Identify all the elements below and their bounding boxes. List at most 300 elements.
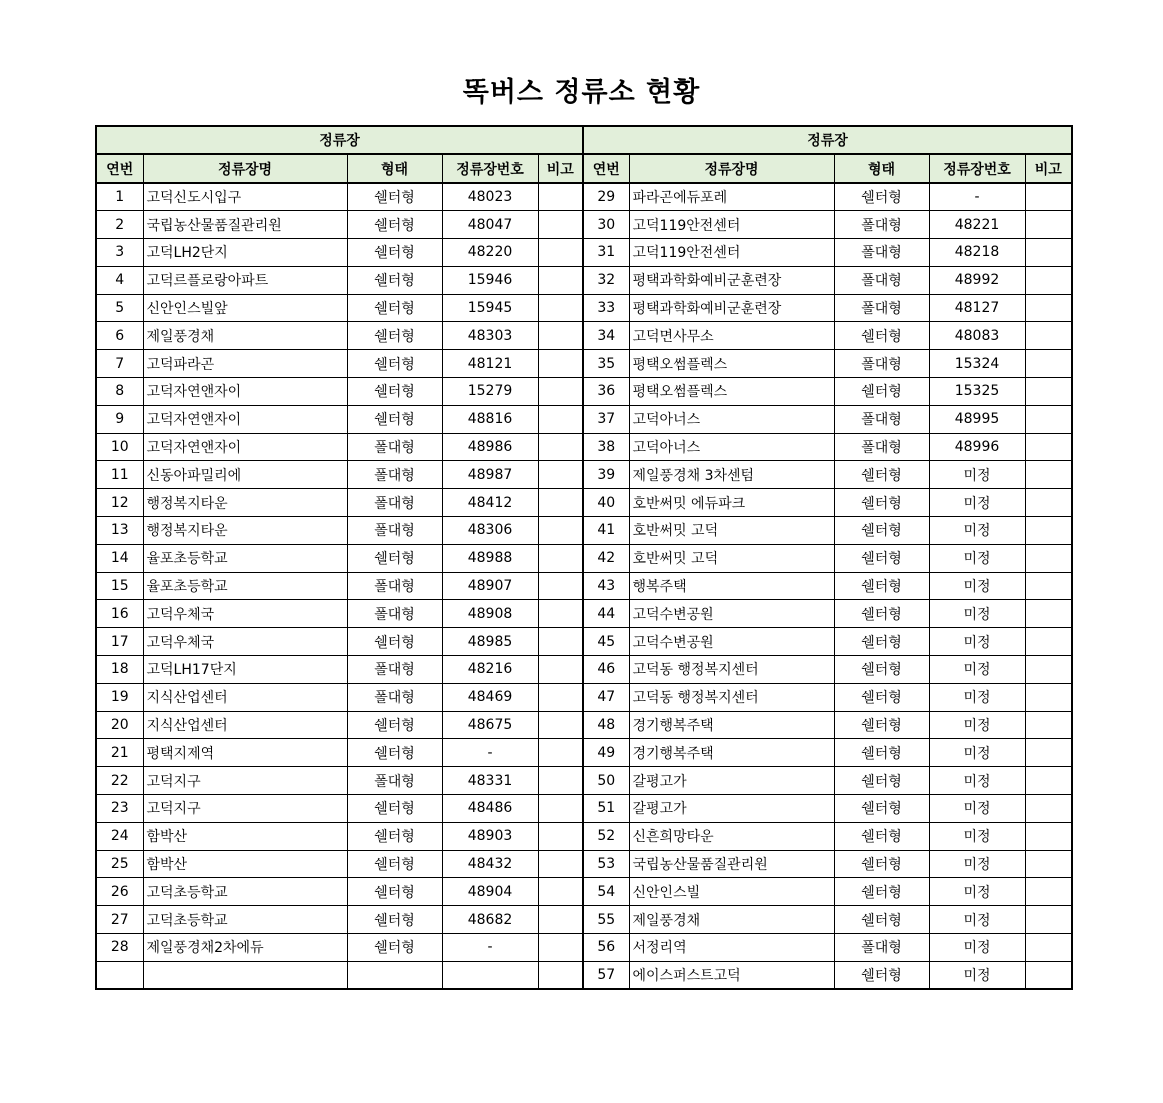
- right-cell-stop-name: 제일풍경채 3차센텀: [629, 461, 834, 489]
- right-cell-note: [1025, 906, 1072, 934]
- right-cell-note: [1025, 711, 1072, 739]
- right-cell-stop-name: 평택오썸플렉스: [629, 378, 834, 406]
- left-cell-stop-code: 15279: [442, 378, 538, 406]
- right-cell-no: 42: [583, 544, 629, 572]
- left-cell-stop-name: 율포초등학교: [143, 572, 347, 600]
- right-cell-stop-code: 미정: [929, 517, 1025, 545]
- right-cell-type: 쉘터형: [834, 850, 929, 878]
- right-cell-stop-name: 고덕동 행정복지센터: [629, 656, 834, 684]
- right-cell-no: 37: [583, 405, 629, 433]
- right-cell-note: [1025, 850, 1072, 878]
- left-cell-type: 쉘터형: [347, 405, 442, 433]
- left-cell-no: 26: [96, 878, 143, 906]
- right-cell-stop-code: 미정: [929, 850, 1025, 878]
- right-cell-stop-name: 평택과학화예비군훈련장: [629, 266, 834, 294]
- right-cell-stop-code: 미정: [929, 739, 1025, 767]
- left-cell-note: [538, 795, 583, 823]
- table-row: [96, 878, 1072, 906]
- right-cell-note: [1025, 266, 1072, 294]
- table-row: [96, 433, 1072, 461]
- left-cell-no: 10: [96, 433, 143, 461]
- right-cell-no: 45: [583, 628, 629, 656]
- right-cell-type: 쉘터형: [834, 961, 929, 989]
- right-cell-stop-name: 호반써밋 고덕: [629, 544, 834, 572]
- left-cell-note: [538, 906, 583, 934]
- right-cell-no: 57: [583, 961, 629, 989]
- left-cell-type: 쉘터형: [347, 211, 442, 239]
- right-cell-note: [1025, 517, 1072, 545]
- col-header-note: 비고: [538, 154, 583, 183]
- right-cell-stop-code: 미정: [929, 961, 1025, 989]
- right-cell-type: 쉘터형: [834, 683, 929, 711]
- left-cell-type: 쉘터형: [347, 378, 442, 406]
- right-cell-note: [1025, 656, 1072, 684]
- right-cell-stop-code: 48995: [929, 405, 1025, 433]
- left-cell-type: 쉘터형: [347, 711, 442, 739]
- right-cell-no: 51: [583, 795, 629, 823]
- left-cell-no: 7: [96, 350, 143, 378]
- right-cell-note: [1025, 461, 1072, 489]
- table-row: [96, 822, 1072, 850]
- right-cell-stop-code: 48218: [929, 239, 1025, 267]
- left-cell-stop-name: 고덕지구: [143, 767, 347, 795]
- right-cell-stop-name: 제일풍경채: [629, 906, 834, 934]
- table-row: [96, 294, 1072, 322]
- left-cell-note: [538, 211, 583, 239]
- left-cell-stop-code: 48047: [442, 211, 538, 239]
- right-cell-type: 쉘터형: [834, 906, 929, 934]
- right-cell-no: 48: [583, 711, 629, 739]
- col-header-type: 형태: [347, 154, 442, 183]
- table-row: [96, 239, 1072, 267]
- right-cell-stop-code: 미정: [929, 628, 1025, 656]
- left-cell-type: 쉘터형: [347, 350, 442, 378]
- left-cell-no: 9: [96, 405, 143, 433]
- right-cell-stop-name: 호반써밋 에듀파크: [629, 489, 834, 517]
- left-cell-note: [538, 322, 583, 350]
- left-cell-type: 쉘터형: [347, 850, 442, 878]
- right-cell-note: [1025, 739, 1072, 767]
- right-cell-no: 35: [583, 350, 629, 378]
- left-cell-note: [538, 739, 583, 767]
- right-cell-no: 39: [583, 461, 629, 489]
- right-cell-no: 52: [583, 822, 629, 850]
- left-cell-no: 20: [96, 711, 143, 739]
- left-cell-no: 14: [96, 544, 143, 572]
- left-cell-no: 4: [96, 266, 143, 294]
- group-header-right: 정류장: [583, 126, 1072, 154]
- right-cell-no: 33: [583, 294, 629, 322]
- left-cell-no: 17: [96, 628, 143, 656]
- left-cell-stop-code: 48675: [442, 711, 538, 739]
- left-cell-note: [538, 544, 583, 572]
- left-cell-no: 3: [96, 239, 143, 267]
- table-row: [96, 266, 1072, 294]
- left-cell-stop-code: 48216: [442, 656, 538, 684]
- right-cell-note: [1025, 322, 1072, 350]
- table-row: [96, 322, 1072, 350]
- left-cell-stop-code: 15946: [442, 266, 538, 294]
- left-cell-stop-name: 고덕초등학교: [143, 878, 347, 906]
- left-cell-type: 쉘터형: [347, 294, 442, 322]
- right-cell-no: 29: [583, 183, 629, 211]
- left-cell-type: 쉘터형: [347, 739, 442, 767]
- left-cell-note: [538, 489, 583, 517]
- right-cell-note: [1025, 489, 1072, 517]
- left-cell-note: [538, 656, 583, 684]
- left-cell-type: 폴대형: [347, 489, 442, 517]
- left-cell-no: 12: [96, 489, 143, 517]
- right-cell-note: [1025, 294, 1072, 322]
- right-cell-type: 폴대형: [834, 294, 929, 322]
- left-cell-note: [538, 850, 583, 878]
- right-cell-type: 쉘터형: [834, 461, 929, 489]
- left-cell-note: [538, 600, 583, 628]
- table-row: [96, 461, 1072, 489]
- right-cell-no: 47: [583, 683, 629, 711]
- table-row: [96, 767, 1072, 795]
- left-cell-type: 폴대형: [347, 517, 442, 545]
- left-cell-type: 폴대형: [347, 433, 442, 461]
- left-cell-stop-name: 고덕우체국: [143, 628, 347, 656]
- right-cell-stop-name: 고덕119안전센터: [629, 239, 834, 267]
- right-cell-stop-name: 고덕119안전센터: [629, 211, 834, 239]
- right-cell-stop-code: 미정: [929, 795, 1025, 823]
- right-cell-stop-code: 미정: [929, 711, 1025, 739]
- col-header-code: 정류장번호: [929, 154, 1025, 183]
- right-cell-stop-name: 평택오썸플렉스: [629, 350, 834, 378]
- right-cell-no: 44: [583, 600, 629, 628]
- right-cell-no: 50: [583, 767, 629, 795]
- right-cell-type: 폴대형: [834, 266, 929, 294]
- right-cell-no: 38: [583, 433, 629, 461]
- left-cell-type: 쉘터형: [347, 822, 442, 850]
- right-cell-stop-name: 파라곤에듀포레: [629, 183, 834, 211]
- left-cell-note: [538, 183, 583, 211]
- bus-stop-table: [95, 125, 1073, 990]
- right-cell-type: 쉘터형: [834, 628, 929, 656]
- left-cell-stop-code: 48486: [442, 795, 538, 823]
- left-cell-stop-code: 48988: [442, 544, 538, 572]
- left-cell-note: [538, 878, 583, 906]
- right-cell-no: 31: [583, 239, 629, 267]
- left-cell-no: 15: [96, 572, 143, 600]
- left-cell-stop-code: 48908: [442, 600, 538, 628]
- right-cell-stop-name: 고덕아너스: [629, 405, 834, 433]
- left-cell-stop-name: 고덕LH2단지: [143, 239, 347, 267]
- right-cell-note: [1025, 433, 1072, 461]
- table-row: [96, 405, 1072, 433]
- table-row: [96, 517, 1072, 545]
- left-cell-stop-name: 함박산: [143, 850, 347, 878]
- col-header-name: 정류장명: [143, 154, 347, 183]
- right-cell-type: 쉘터형: [834, 322, 929, 350]
- left-cell-note: [538, 461, 583, 489]
- right-cell-note: [1025, 767, 1072, 795]
- right-cell-stop-name: 호반써밋 고덕: [629, 517, 834, 545]
- left-cell-stop-name: 국립농산물품질관리원: [143, 211, 347, 239]
- right-cell-type: 쉘터형: [834, 378, 929, 406]
- left-cell-stop-code: 48432: [442, 850, 538, 878]
- left-cell-type: 폴대형: [347, 600, 442, 628]
- left-cell-stop-name: 고덕르플로랑아파트: [143, 266, 347, 294]
- left-cell-stop-name: 행정복지타운: [143, 517, 347, 545]
- col-header-no: 연번: [583, 154, 629, 183]
- table-row: [96, 906, 1072, 934]
- left-cell-stop-code: 48303: [442, 322, 538, 350]
- col-header-code: 정류장번호: [442, 154, 538, 183]
- right-cell-stop-code: 48083: [929, 322, 1025, 350]
- left-cell-no: [96, 961, 143, 989]
- left-cell-stop-name: 제일풍경채: [143, 322, 347, 350]
- right-cell-stop-code: 미정: [929, 878, 1025, 906]
- right-cell-no: 46: [583, 656, 629, 684]
- left-cell-stop-code: 48023: [442, 183, 538, 211]
- table-row: [96, 572, 1072, 600]
- col-header-note: 비고: [1025, 154, 1072, 183]
- right-cell-no: 40: [583, 489, 629, 517]
- right-cell-type: 폴대형: [834, 211, 929, 239]
- table-row: [96, 183, 1072, 211]
- table-row: [96, 350, 1072, 378]
- left-cell-stop-name: 고덕자연앤자이: [143, 405, 347, 433]
- right-cell-stop-name: 신안인스빌: [629, 878, 834, 906]
- right-cell-note: [1025, 239, 1072, 267]
- right-cell-note: [1025, 183, 1072, 211]
- left-cell-stop-name: 행정복지타운: [143, 489, 347, 517]
- left-cell-stop-code: 15945: [442, 294, 538, 322]
- left-cell-stop-name: 제일풍경채2차에듀: [143, 934, 347, 962]
- column-header-row: [96, 154, 1072, 183]
- right-cell-note: [1025, 683, 1072, 711]
- left-cell-note: [538, 239, 583, 267]
- right-cell-type: 쉘터형: [834, 822, 929, 850]
- right-cell-stop-code: 미정: [929, 934, 1025, 962]
- left-cell-stop-code: 48306: [442, 517, 538, 545]
- table-row: [96, 961, 1072, 989]
- left-cell-note: [538, 683, 583, 711]
- left-cell-type: 쉘터형: [347, 934, 442, 962]
- right-cell-stop-name: 갈평고가: [629, 795, 834, 823]
- left-cell-stop-name: 함박산: [143, 822, 347, 850]
- right-cell-stop-code: 미정: [929, 544, 1025, 572]
- right-cell-type: 쉘터형: [834, 656, 929, 684]
- right-cell-no: 54: [583, 878, 629, 906]
- table-row: [96, 795, 1072, 823]
- right-cell-no: 49: [583, 739, 629, 767]
- table-row: [96, 211, 1072, 239]
- left-cell-no: 6: [96, 322, 143, 350]
- right-cell-stop-code: 미정: [929, 600, 1025, 628]
- left-cell-note: [538, 433, 583, 461]
- table-row: [96, 600, 1072, 628]
- left-cell-note: [538, 961, 583, 989]
- left-cell-type: 폴대형: [347, 572, 442, 600]
- right-cell-stop-code: 48996: [929, 433, 1025, 461]
- left-cell-stop-code: 48903: [442, 822, 538, 850]
- table-row: [96, 489, 1072, 517]
- right-cell-no: 56: [583, 934, 629, 962]
- left-cell-stop-name: 고덕LH17단지: [143, 656, 347, 684]
- left-cell-note: [538, 628, 583, 656]
- left-cell-stop-code: 48412: [442, 489, 538, 517]
- right-cell-note: [1025, 628, 1072, 656]
- left-cell-stop-code: 48907: [442, 572, 538, 600]
- right-cell-type: 폴대형: [834, 433, 929, 461]
- right-cell-stop-code: 미정: [929, 656, 1025, 684]
- left-cell-note: [538, 711, 583, 739]
- right-cell-stop-code: 미정: [929, 489, 1025, 517]
- left-cell-stop-code: 48986: [442, 433, 538, 461]
- right-cell-stop-code: 15325: [929, 378, 1025, 406]
- right-cell-type: 쉘터형: [834, 183, 929, 211]
- left-cell-no: 19: [96, 683, 143, 711]
- right-cell-stop-name: 고덕면사무소: [629, 322, 834, 350]
- right-cell-no: 41: [583, 517, 629, 545]
- right-cell-note: [1025, 211, 1072, 239]
- left-cell-stop-name: [143, 961, 347, 989]
- left-cell-no: 2: [96, 211, 143, 239]
- right-cell-note: [1025, 600, 1072, 628]
- right-cell-type: 폴대형: [834, 350, 929, 378]
- right-cell-stop-code: 미정: [929, 906, 1025, 934]
- right-cell-stop-code: 미정: [929, 822, 1025, 850]
- right-cell-stop-name: 고덕아너스: [629, 433, 834, 461]
- left-cell-stop-code: -: [442, 934, 538, 962]
- left-cell-stop-name: 지식산업센터: [143, 683, 347, 711]
- right-cell-note: [1025, 405, 1072, 433]
- table-row: [96, 711, 1072, 739]
- right-cell-no: 43: [583, 572, 629, 600]
- left-cell-note: [538, 350, 583, 378]
- right-cell-note: [1025, 795, 1072, 823]
- table-row: [96, 683, 1072, 711]
- right-cell-stop-code: -: [929, 183, 1025, 211]
- left-cell-no: 23: [96, 795, 143, 823]
- right-cell-stop-name: 행복주택: [629, 572, 834, 600]
- right-cell-type: 폴대형: [834, 239, 929, 267]
- right-cell-type: 쉘터형: [834, 795, 929, 823]
- left-cell-stop-name: 지식산업센터: [143, 711, 347, 739]
- right-cell-note: [1025, 350, 1072, 378]
- left-cell-stop-code: 48816: [442, 405, 538, 433]
- left-cell-type: 쉘터형: [347, 906, 442, 934]
- left-cell-no: 11: [96, 461, 143, 489]
- right-cell-stop-name: 에이스퍼스트고덕: [629, 961, 834, 989]
- left-cell-type: 폴대형: [347, 683, 442, 711]
- left-cell-stop-name: 고덕파라곤: [143, 350, 347, 378]
- left-cell-type: 쉘터형: [347, 266, 442, 294]
- group-header-row: [96, 126, 1072, 154]
- table-row: [96, 850, 1072, 878]
- left-cell-type: 쉘터형: [347, 628, 442, 656]
- left-cell-no: 18: [96, 656, 143, 684]
- left-cell-type: 폴대형: [347, 767, 442, 795]
- left-cell-note: [538, 934, 583, 962]
- right-cell-note: [1025, 378, 1072, 406]
- right-cell-stop-name: 고덕동 행정복지센터: [629, 683, 834, 711]
- col-header-type: 형태: [834, 154, 929, 183]
- right-cell-stop-name: 갈평고가: [629, 767, 834, 795]
- left-cell-type: [347, 961, 442, 989]
- left-cell-stop-name: 고덕우체국: [143, 600, 347, 628]
- left-cell-stop-code: 48121: [442, 350, 538, 378]
- left-cell-no: 13: [96, 517, 143, 545]
- table-row: [96, 934, 1072, 962]
- left-cell-type: 폴대형: [347, 656, 442, 684]
- page-title: 똑버스 정류소 현황: [462, 77, 701, 108]
- left-cell-stop-code: -: [442, 739, 538, 767]
- right-cell-note: [1025, 878, 1072, 906]
- left-cell-stop-code: 48985: [442, 628, 538, 656]
- right-cell-type: 쉘터형: [834, 517, 929, 545]
- table-row: [96, 656, 1072, 684]
- left-cell-type: 쉘터형: [347, 322, 442, 350]
- left-cell-stop-name: 고덕자연앤자이: [143, 433, 347, 461]
- left-cell-stop-name: 고덕초등학교: [143, 906, 347, 934]
- right-cell-stop-code: 48127: [929, 294, 1025, 322]
- left-cell-no: 21: [96, 739, 143, 767]
- right-cell-type: 쉘터형: [834, 878, 929, 906]
- left-cell-stop-code: 48331: [442, 767, 538, 795]
- right-cell-type: 쉘터형: [834, 600, 929, 628]
- left-cell-stop-code: 48682: [442, 906, 538, 934]
- left-cell-type: 쉘터형: [347, 183, 442, 211]
- right-cell-stop-code: 48992: [929, 266, 1025, 294]
- left-cell-stop-name: 고덕신도시입구: [143, 183, 347, 211]
- col-header-name: 정류장명: [629, 154, 834, 183]
- group-header-left: 정류장: [96, 126, 583, 154]
- left-cell-no: 27: [96, 906, 143, 934]
- right-cell-note: [1025, 572, 1072, 600]
- left-cell-type: 쉘터형: [347, 239, 442, 267]
- right-cell-type: 폴대형: [834, 934, 929, 962]
- left-cell-type: 쉘터형: [347, 544, 442, 572]
- left-cell-note: [538, 378, 583, 406]
- left-cell-stop-name: 신안인스빌앞: [143, 294, 347, 322]
- right-cell-no: 53: [583, 850, 629, 878]
- left-cell-no: 1: [96, 183, 143, 211]
- left-cell-no: 5: [96, 294, 143, 322]
- left-cell-type: 쉘터형: [347, 878, 442, 906]
- table-row: [96, 378, 1072, 406]
- right-cell-stop-code: 미정: [929, 683, 1025, 711]
- left-cell-type: 쉘터형: [347, 795, 442, 823]
- table-row: [96, 628, 1072, 656]
- left-cell-no: 28: [96, 934, 143, 962]
- right-cell-type: 쉘터형: [834, 489, 929, 517]
- left-cell-note: [538, 822, 583, 850]
- left-cell-stop-name: 평택지제역: [143, 739, 347, 767]
- left-cell-no: 8: [96, 378, 143, 406]
- left-cell-note: [538, 294, 583, 322]
- table-body: [96, 183, 1072, 989]
- right-cell-stop-code: 미정: [929, 572, 1025, 600]
- left-cell-stop-code: 48987: [442, 461, 538, 489]
- right-cell-note: [1025, 822, 1072, 850]
- right-cell-stop-name: 신흔희망타운: [629, 822, 834, 850]
- left-cell-note: [538, 266, 583, 294]
- right-cell-no: 32: [583, 266, 629, 294]
- right-cell-note: [1025, 544, 1072, 572]
- right-cell-stop-name: 국립농산물품질관리원: [629, 850, 834, 878]
- right-cell-note: [1025, 961, 1072, 989]
- right-cell-stop-code: 15324: [929, 350, 1025, 378]
- left-cell-no: 25: [96, 850, 143, 878]
- table-row: [96, 544, 1072, 572]
- right-cell-type: 쉘터형: [834, 572, 929, 600]
- left-cell-no: 22: [96, 767, 143, 795]
